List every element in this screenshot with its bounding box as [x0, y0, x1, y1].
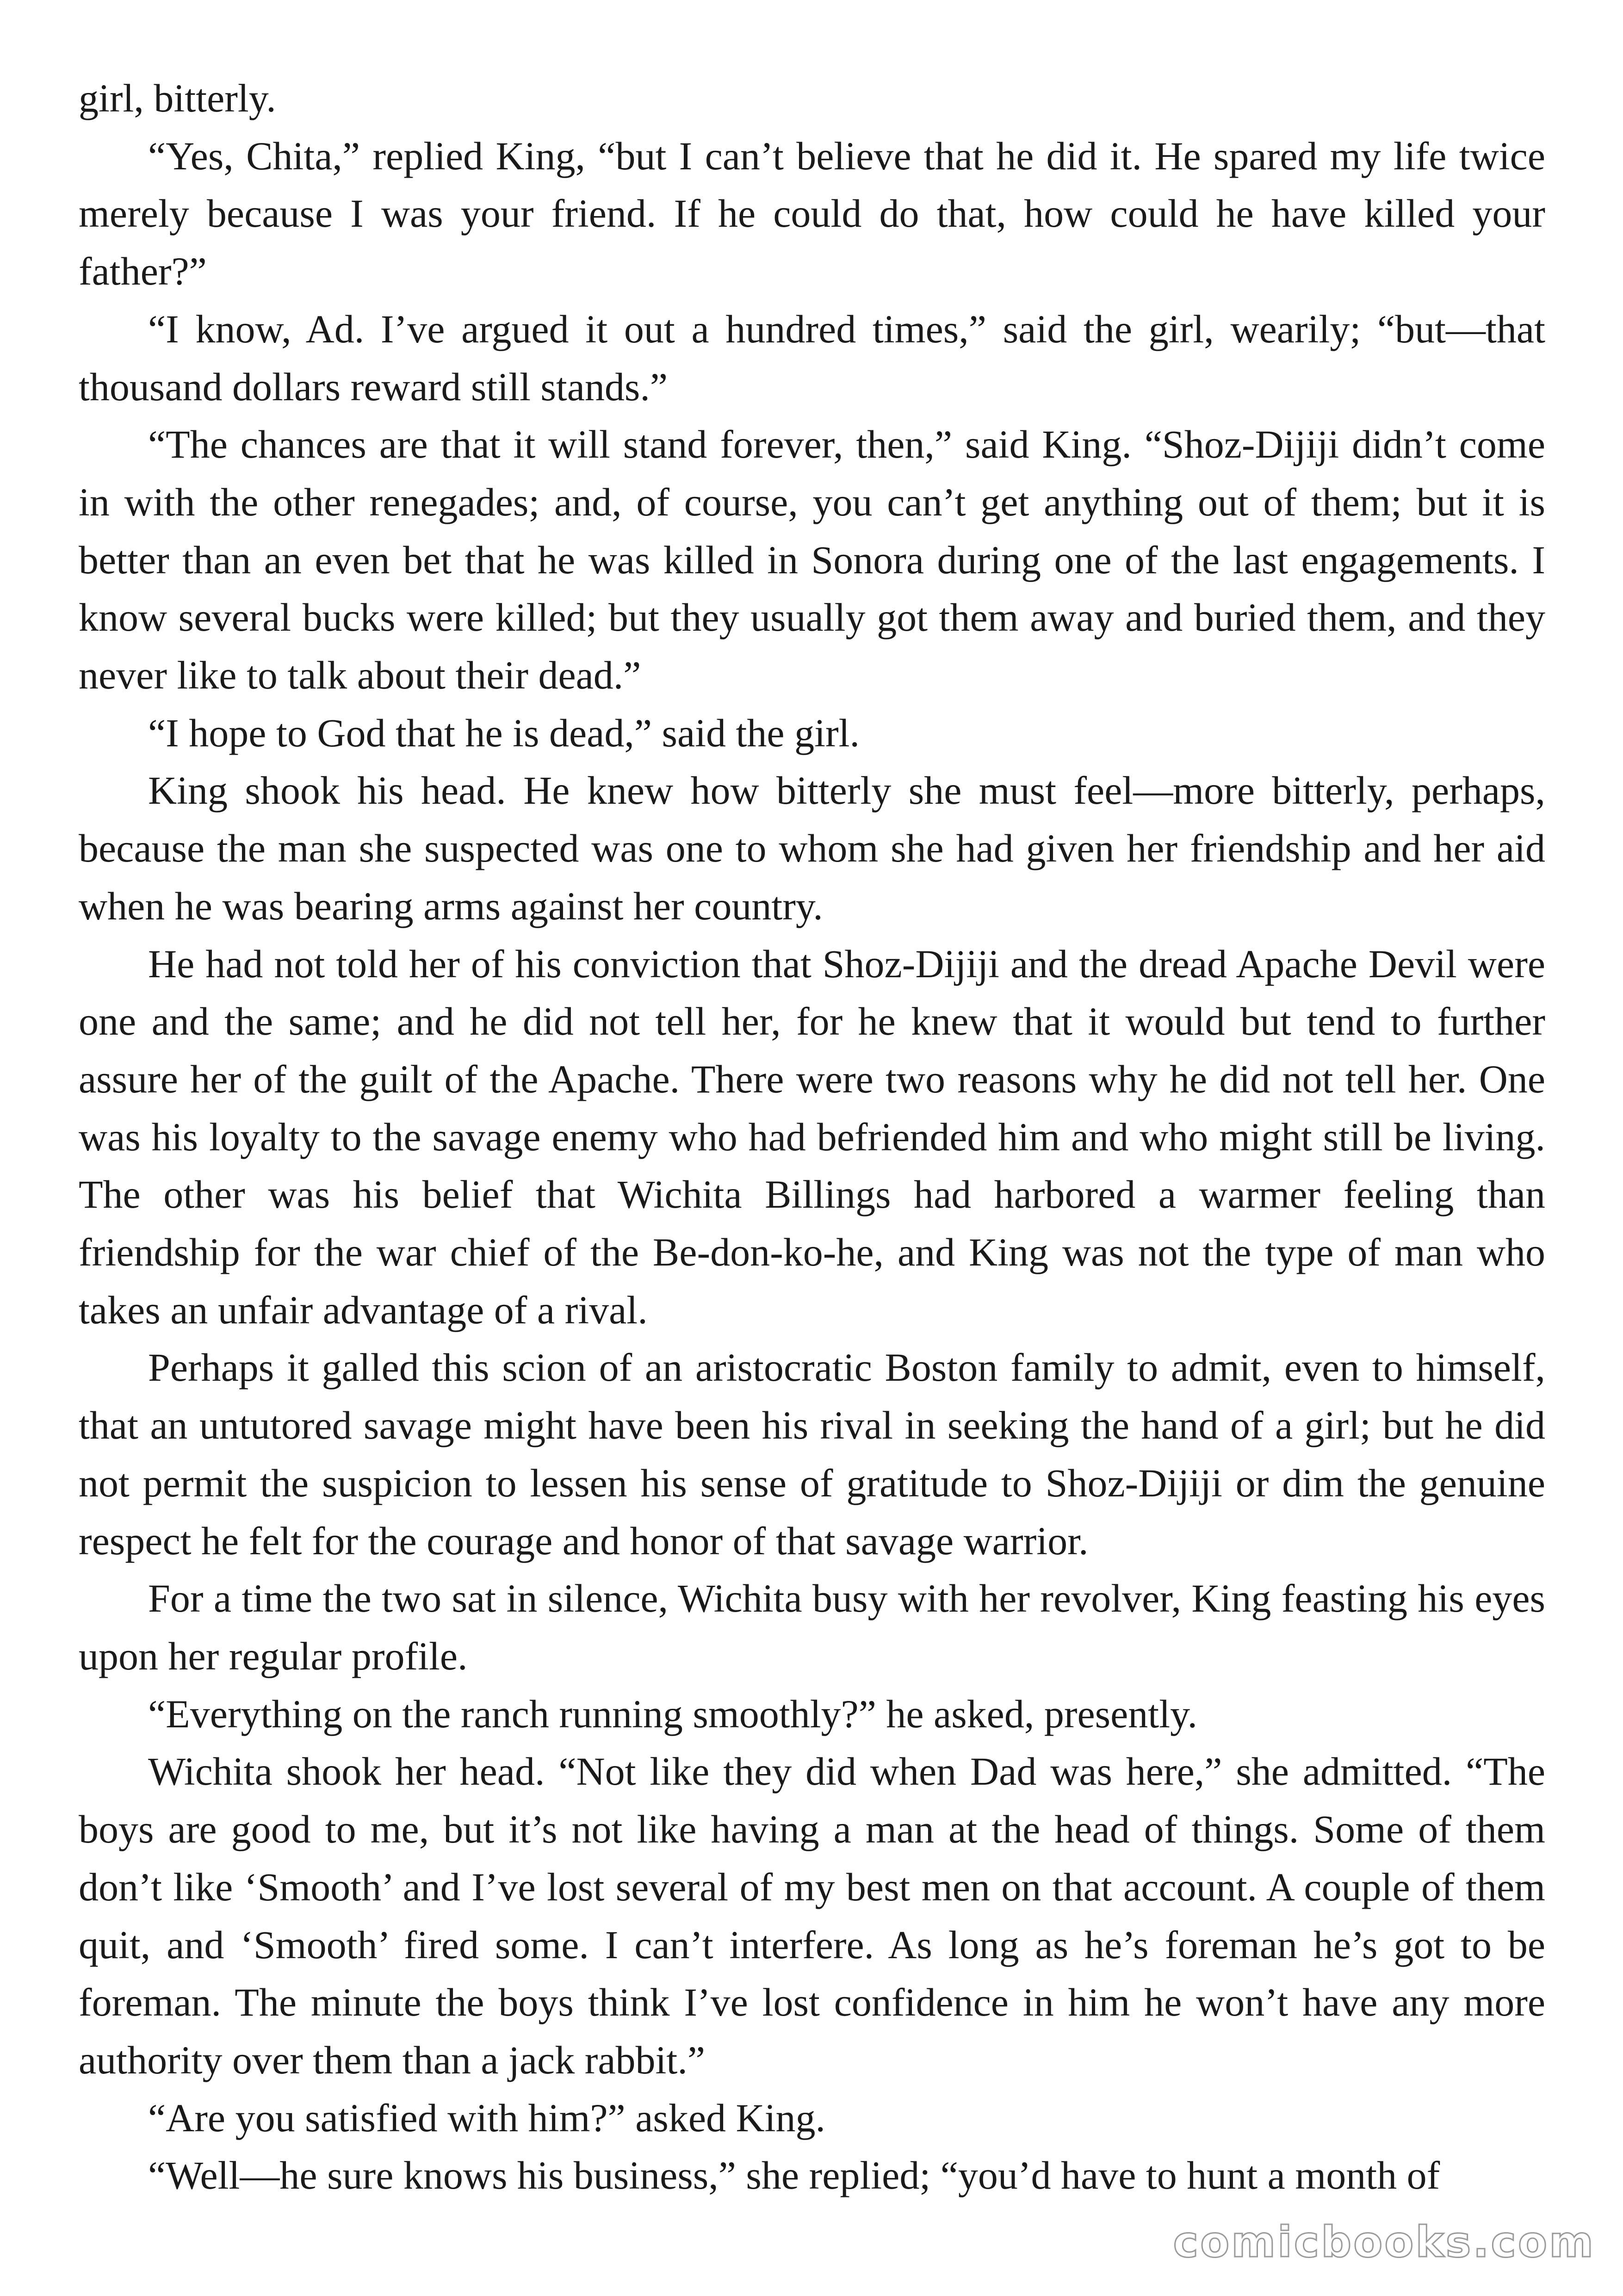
paragraph: “Yes, Chita,” replied King, “but I can’t believe that he did it. He spared my life twice merely because I was your friend. If he could do that, how could he have killed your father?”	[79, 133, 1545, 294]
paragraph: “Are you satisfied with him?” asked King.	[148, 2095, 826, 2140]
watermark: comicbooks.com	[1173, 2217, 1595, 2267]
paragraph: King shook his head. He knew how bitterly she must feel—more bitterly, perhaps, because the man she suspected was one to whom she had given her friendship and her aid when he was bearing arms against her country.	[79, 768, 1545, 928]
paragraph: Perhaps it galled this scion of an aristocratic Boston family to admit, even to himself, that an untutored savage might have been his rival in seeking the hand of a girl; but he did not permit the suspicion to lessen his sense of gratitude to Shoz-Dijiji or dim the genuine respect he felt for the courage and honor of that savage warrior.	[79, 1345, 1545, 1563]
paragraph-final: “Well—he sure knows his business,” she replied; “you’d have to hunt a month of	[148, 2153, 1440, 2198]
paragraph: He had not told her of his conviction that Shoz-Dijiji and the dread Apache Devil were one and the same; and he did not tell her, for he knew that it would but tend to further assure her of the guilt of the Apache. There were two reasons why he did not tell her. One was his loyalty to the savage enemy who had befriended him and who might still be living. The other was his belief that Wichita Billings had harbored a warmer feeling than friendship for the war chief of the Be-don-ko-he, and King was not the type of man who takes an unfair advantage of a rival.	[79, 941, 1545, 1332]
body-text	[79, 69, 1545, 2204]
paragraph: “I hope to God that he is dead,” said the girl.	[148, 710, 860, 755]
paragraph: Wichita shook her head. “Not like they did when Dad was here,” she admitted. “The boys are good to me, but it’s not like having a man at the head of things. Some of them don’t like ‘Smooth’ and I’ve lost several of my best men on that account. A couple of them quit, and ‘Smooth’ fired some. I can’t interfere. As long as he’s foreman he’s got to be foreman. The minute the boys think I’ve lost confidence in him he won’t have any more authority over them than a jack rabbit.”	[79, 1749, 1545, 2082]
paragraph: “I know, Ad. I’ve argued it out a hundred times,” said the girl, wearily; “but—that thousand dollars reward still stands.”	[79, 306, 1545, 409]
paragraph: For a time the two sat in silence, Wichita busy with her revolver, King feasting his eyes upon her regular profile.	[79, 1576, 1545, 1678]
paragraph-continuation: girl, bitterly.	[79, 76, 276, 120]
paragraph: “Everything on the ranch running smoothly?” he asked, presently.	[148, 1691, 1197, 1736]
paragraph: “The chances are that it will stand forever, then,” said King. “Shoz-Dijiji didn’t come in with the other renegades; and, of course, you can’t get anything out of them; but it is better than an even bet that he was killed in Sonora during one of the last engagements. I know several bucks were killed; but they usually got them away and buried them, and they never like to talk about their dead.”	[79, 422, 1545, 698]
